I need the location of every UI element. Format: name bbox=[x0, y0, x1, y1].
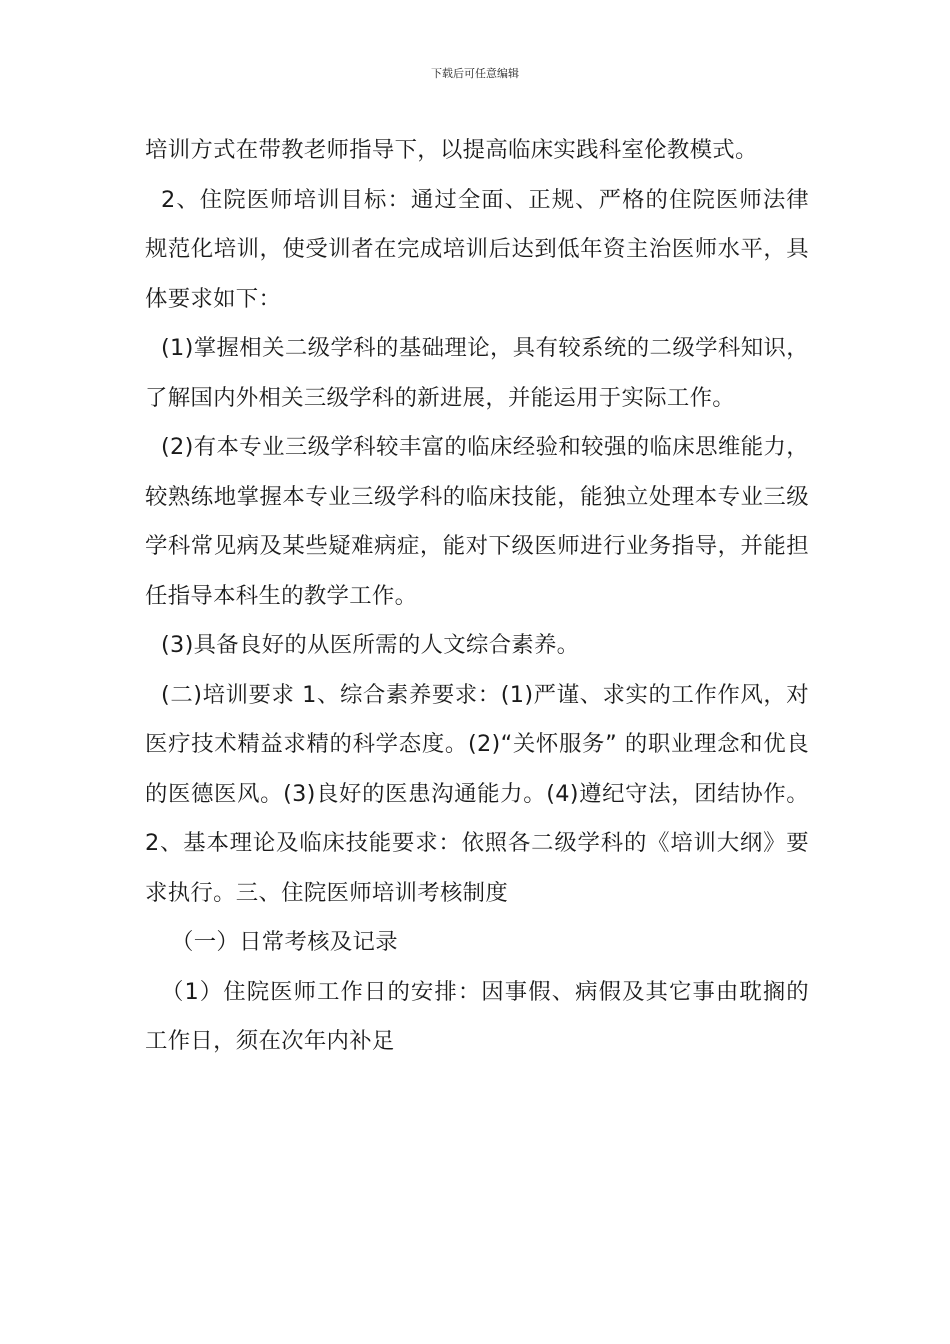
paragraph-requirement-2: (2)有本专业三级学科较丰富的临床经验和较强的临床思维能力，较熟练地掌握本专业三级学科的临床技能，能独立处理本专业三级学科常见病及某些疑难病症，能对下级医师进行业务指导，并能担任指导本科生的教学工作。 bbox=[145, 434, 809, 609]
paragraph-workday-arrangement: （1）住院医师工作日的安排：因事假、病假及其它事由耽搁的工作日，须在次年内补足 bbox=[145, 978, 809, 1054]
paragraph-training-goal: 2、住院医师培训目标：通过全面、正规、严格的住院医师法律规范化培训，使受训者在完成培训后达到低年资主治医师水平，具体要求如下： bbox=[145, 186, 809, 312]
page-header: 下载后可任意编辑 bbox=[431, 67, 519, 80]
paragraph-training-requirements: (二)培训要求 1、综合素养要求：(1)严谨、求实的工作作风，对医疗技术精益求精的科学态度。(2)“关怀服务” 的职业理念和优良的医德医风。(3)良好的医患沟通能力。(4)遵纪守法，团结协作。2、基本理论及临床技能要求：依照各二级学科的《培训大纲》要求执行。三、住院医师培训考核制度 bbox=[145, 681, 809, 906]
paragraph-training-method: 培训方式在带教老师指导下，以提高临床实践科室伦教模式。 bbox=[145, 137, 758, 163]
paragraph-daily-assessment-heading: （一）日常考核及记录 bbox=[171, 929, 398, 955]
paragraph-requirement-3: (3)具备良好的从医所需的人文综合素养。 bbox=[161, 632, 580, 658]
document-body bbox=[145, 126, 809, 1067]
paragraph-requirement-1: (1)掌握相关二级学科的基础理论，具有较系统的二级学科知识，了解国内外相关三级学科的新进展，并能运用于实际工作。 bbox=[145, 335, 809, 411]
